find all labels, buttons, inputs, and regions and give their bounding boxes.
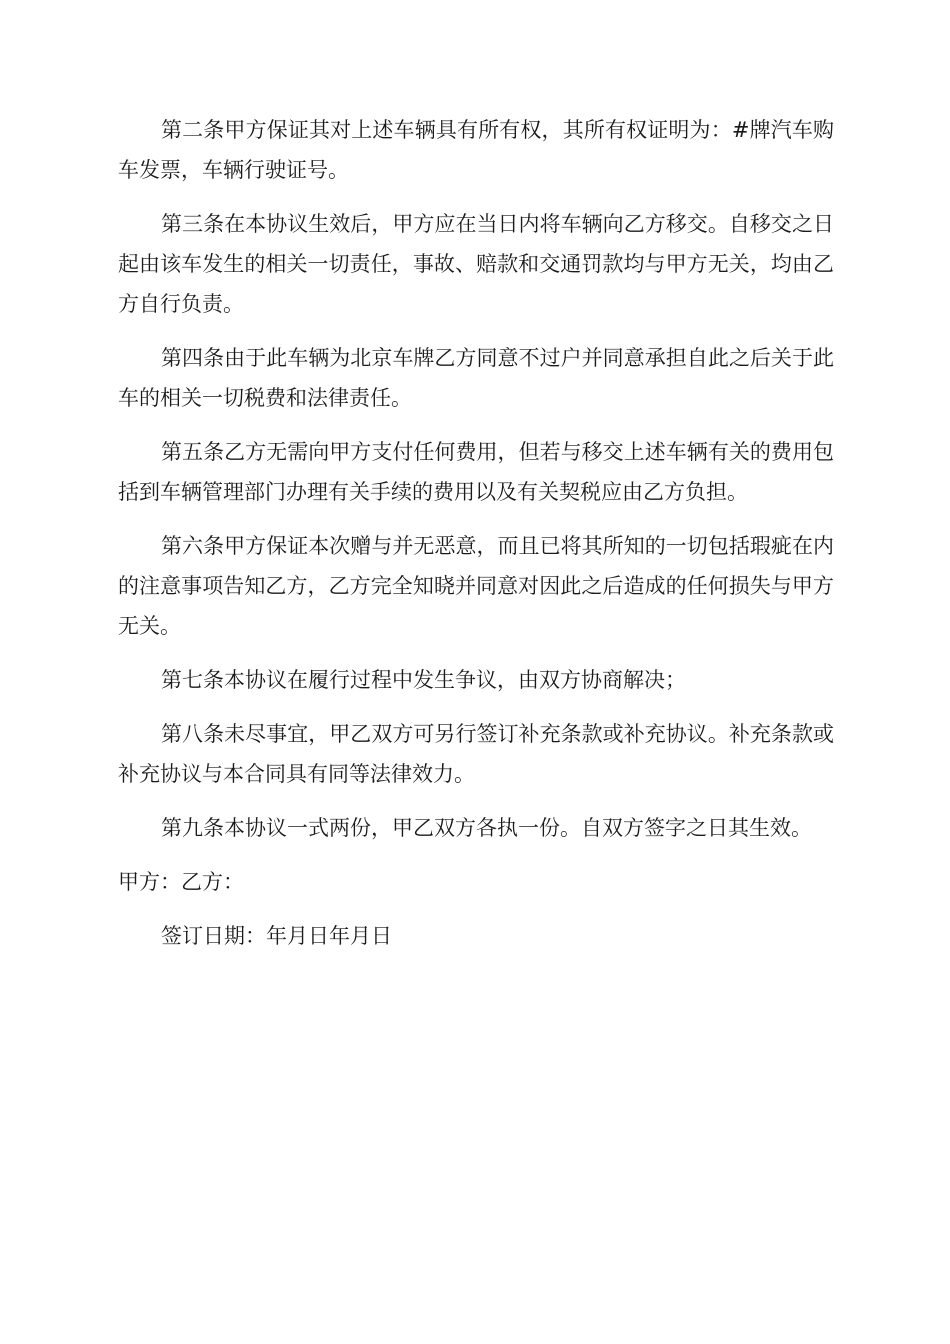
clause-4: 第四条由于此车辆为北京车牌乙方同意不过户并同意承担自此之后关于此车的相关一切税费和法律责任。: [118, 346, 834, 410]
parties-signature-line: 甲方：乙方：: [118, 870, 244, 894]
clause-7: 第七条本协议在履行过程中发生争议，由双方协商解决；: [161, 668, 686, 692]
clause-5: 第五条乙方无需向甲方支付任何费用，但若与移交上述车辆有关的费用包括到车辆管理部门办理有关手续的费用以及有关契税应由乙方负担。: [118, 440, 834, 504]
clause-6: 第六条甲方保证本次赠与并无恶意，而且已将其所知的一切包括瑕疵在内的注意事项告知乙方，乙方完全知晓并同意对因此之后造成的任何损失与甲方无关。: [118, 534, 834, 638]
clause-9: 第九条本协议一式两份，甲乙双方各执一份。自双方签字之日其生效。: [161, 816, 812, 840]
document-body: [118, 110, 834, 970]
clause-3: 第三条在本协议生效后，甲方应在当日内将车辆向乙方移交。自移交之日起由该车发生的相关一切责任，事故、赔款和交通罚款均与甲方无关，均由乙方自行负责。: [118, 212, 834, 316]
signing-date-line: 签订日期：年月日年月日: [161, 924, 392, 948]
clause-8: 第八条未尽事宜，甲乙双方可另行签订补充条款或补充协议。补充条款或补充协议与本合同具有同等法律效力。: [118, 722, 834, 786]
clause-2: 第二条甲方保证其对上述车辆具有所有权，其所有权证明为：#牌汽车购车发票，车辆行驶证号。: [118, 118, 834, 182]
